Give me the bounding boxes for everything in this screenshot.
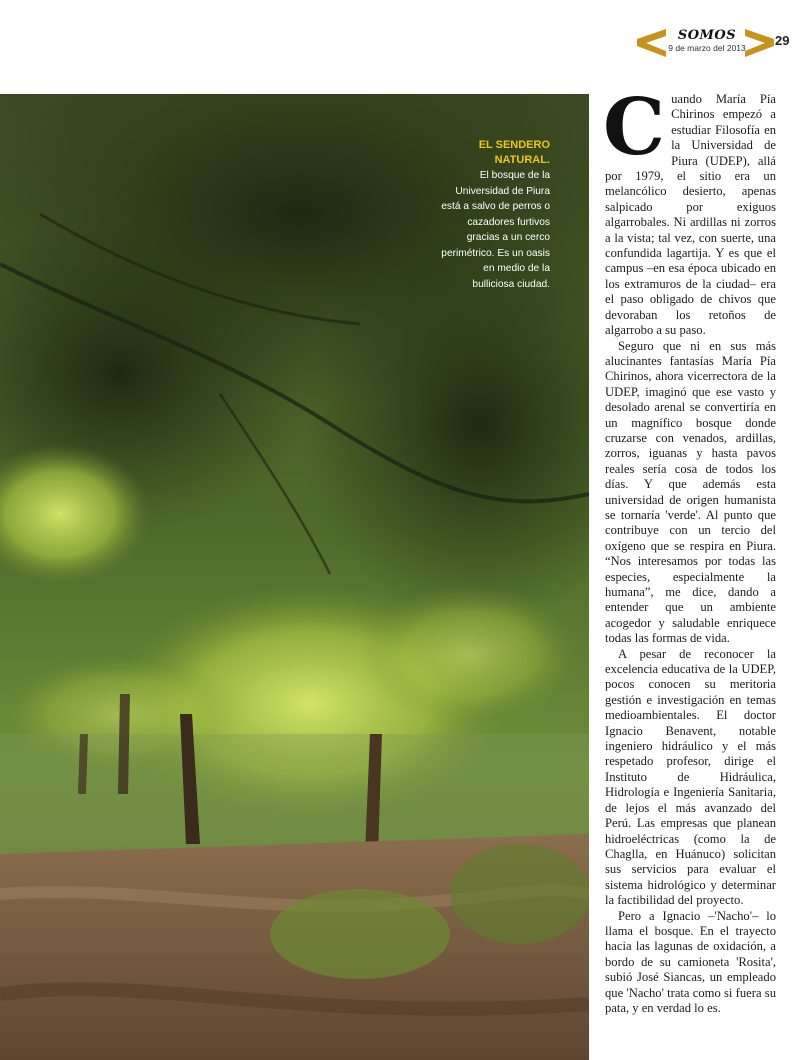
caption-title-line2: NATURAL. (494, 154, 550, 166)
caption-title-line1: EL SENDERO (478, 139, 550, 151)
paragraph-text: uando María Pía Chirinos empezó a estudiar Filosofía en la Universidad de Piura (UDEP), allá por 1979, el sitio era un melancólico desierto, apenas salpicado por exiguos algarrobales. Ni ardillas ni zorros a la vista; tal vez, con suerte, una confundida lagartija. Y es que el campus –en esa época ubicado en los extramuros de la ciudad– era el paso obligado de chivos que devoraban los retoños de algarrobo a su paso. (605, 92, 776, 338)
article-paragraph-1 (603, 82, 776, 339)
article-paragraph-2: Seguro que ni en sus más alucinantes fantasías María Pía Chirinos, ahora vicerrectora de la UDEP, imaginó que ese vasto y desolado arenal se convertiría en un magnífico bosque donde cruzarse con venados, ardillas, zorros, iguanas y hasta pavos reales sería cosa de todos los días. Y que además esta universidad de origen humanista se tornaría 'verde'. Al punto que contribuye con un tercio del oxígeno que se respira en Piura. “Nos interesamos por todas las especies, especialmente la humana”, me dice, dando a entender que un ambiente acogedor y saludable enriquece todas las formas de vida. (605, 338, 776, 646)
issue-date: 9 de marzo del 2013 (668, 43, 746, 53)
article-paragraph-3: A pesar de reconocer la excelencia educativa de la UDEP, pocos conocen su meritoria gestión e investigación en temas medioambientales. El doctor Ignacio Benavent, notable ingeniero hidráulico y el más respetado profesor, dirige el Instituto de Hidráulica, Hidrología e Ingeniería Sanitaria, de lejos el más avanzado del Perú. Las empresas que planean hidroeléctricas (como la de Chaglla, en Huánuco) solicitan sus servicios para evaluar el sistema hidrológico y determinar la factibilidad del proyecto. (605, 646, 776, 908)
magazine-logo: SOMOS (677, 28, 737, 43)
photo-caption (440, 138, 550, 292)
caption-body: El bosque de la Universidad de Piura está a salvo de perros o cazadores furtivos gracias a un cerco perimétrico. Es un oasis en medio de la bulliciosa ciudad. (441, 170, 550, 290)
drop-cap: C (603, 82, 666, 173)
page-header (0, 0, 797, 92)
article-paragraph-4: Pero a Ignacio –'Nacho'– lo llama el bosque. En el trayecto hacia las lagunas de oxidación, a bordo de su camioneta 'Rosita', subió José Siancas, un empleado que 'Nacho' trata como si fuera su pata, y en verdad lo es. (605, 908, 776, 1015)
article-body (603, 82, 776, 1016)
chevron-right-icon (742, 26, 778, 62)
page-number: 29 (775, 33, 790, 48)
